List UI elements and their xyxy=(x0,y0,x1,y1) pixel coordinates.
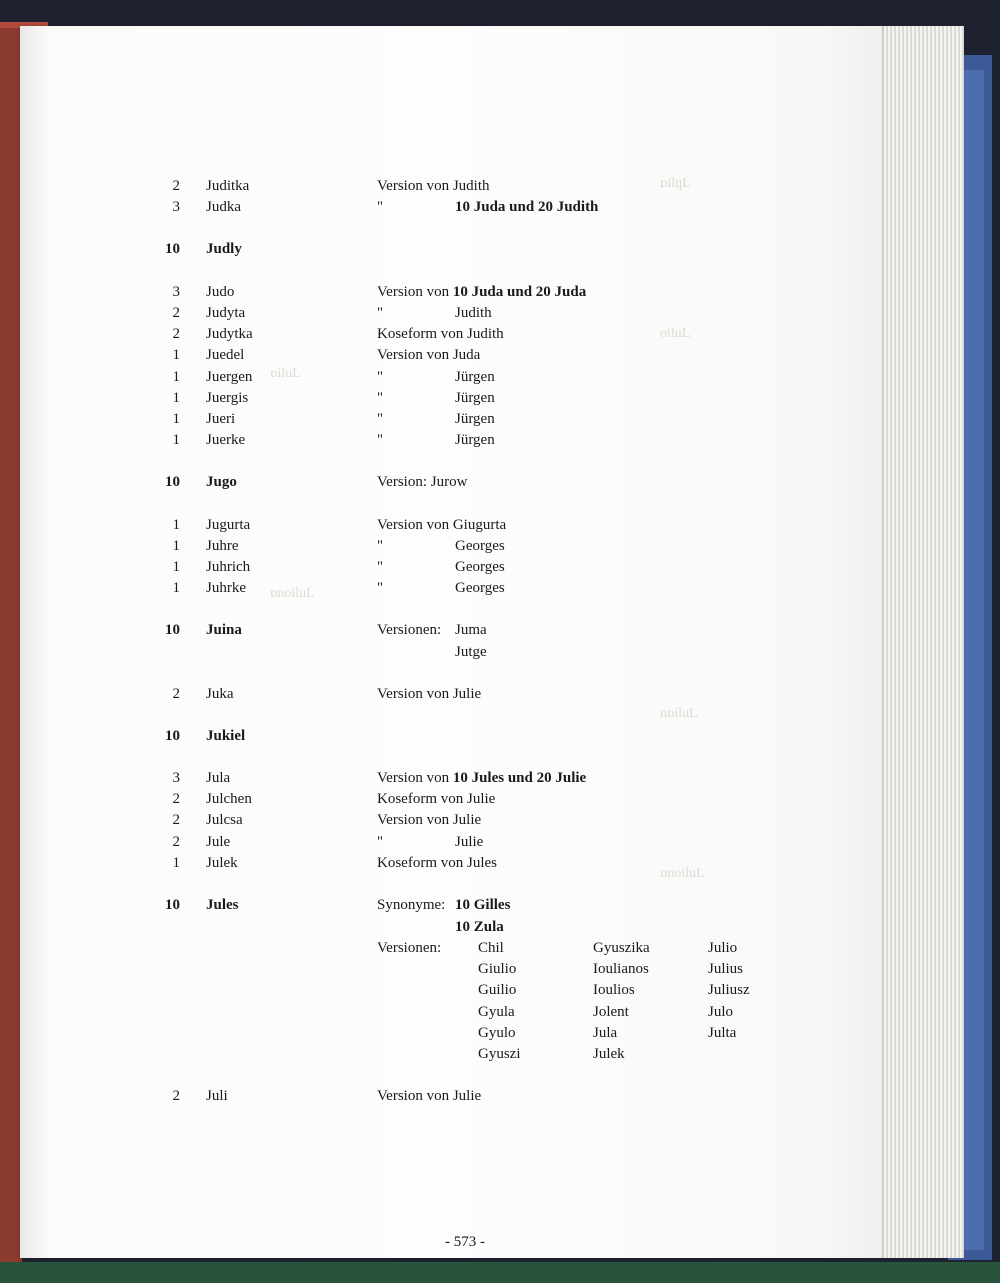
entry-reference: Jürgen xyxy=(455,411,495,427)
entry-name: Juhre xyxy=(206,538,239,554)
entry-row xyxy=(0,853,1000,874)
entry-name: Jueri xyxy=(206,411,236,427)
entry-name: Jula xyxy=(206,770,231,786)
entry-row xyxy=(0,536,1000,557)
version-name: Gyulo xyxy=(478,1025,516,1041)
entry-description: " xyxy=(377,305,384,321)
entry-name: Jule xyxy=(206,834,231,850)
version-name: Julio xyxy=(708,940,738,956)
entry-description: Version von Julie xyxy=(377,686,482,702)
entry-row xyxy=(0,832,1000,853)
entry-description: Version von Judith xyxy=(377,178,490,194)
entry-reference: Julie xyxy=(455,834,484,850)
entry-row xyxy=(0,324,1000,345)
entry-reference: 10 Zula xyxy=(455,919,504,935)
entry-name: Judo xyxy=(206,284,235,300)
show-through: ɒnoiluL xyxy=(660,866,705,881)
entry-count: 1 xyxy=(172,411,180,427)
entry-row xyxy=(0,789,1000,810)
entry-description: Version von 10 Juda und 20 Juda xyxy=(377,284,587,300)
entry-count: 2 xyxy=(172,178,180,194)
entry-reference: Jutge xyxy=(455,644,487,660)
entry-name: Jugurta xyxy=(206,517,251,533)
entry-description: " xyxy=(377,369,384,385)
entry-count: 2 xyxy=(172,812,180,828)
entry-row xyxy=(0,684,1000,705)
entry-description: " xyxy=(377,390,384,406)
entry-row xyxy=(0,345,1000,366)
entry-reference: Georges xyxy=(455,580,505,596)
entry-count: 10 xyxy=(165,474,180,490)
entry-count: 1 xyxy=(172,580,180,596)
entry-count: 1 xyxy=(172,559,180,575)
entry-description: Koseform von Jules xyxy=(377,855,497,871)
entry-description: " xyxy=(377,432,384,448)
entry-row xyxy=(0,303,1000,324)
version-name: Juliusz xyxy=(708,982,750,998)
entry-count: 3 xyxy=(172,770,180,786)
version-name: Ioulianos xyxy=(593,961,649,977)
entry-name: Julchen xyxy=(206,791,252,807)
entry-name: Juina xyxy=(206,622,242,638)
entry-row xyxy=(0,810,1000,831)
entry-row xyxy=(0,430,1000,451)
entry-description: Version von Julie xyxy=(377,1088,482,1104)
show-through: nɒiluL xyxy=(660,706,698,721)
entry-row xyxy=(0,409,1000,430)
entry-name: Juerke xyxy=(206,432,246,448)
entry-count: 10 xyxy=(165,728,180,744)
show-through: ɒnoiluL xyxy=(270,586,315,601)
entry-name: Juergis xyxy=(206,390,249,406)
entry-count: 1 xyxy=(172,855,180,871)
entry-count: 10 xyxy=(165,897,180,913)
entry-name: Judly xyxy=(206,241,242,257)
entry-row xyxy=(0,642,1000,663)
entry-row xyxy=(0,959,1000,980)
entry-count: 3 xyxy=(172,284,180,300)
version-name: Gyuszi xyxy=(478,1046,521,1062)
version-name: Julo xyxy=(708,1004,734,1020)
entry-row xyxy=(0,895,1000,916)
entry-count: 1 xyxy=(172,369,180,385)
entry-name: Judyta xyxy=(206,305,246,321)
entry-reference: Judith xyxy=(455,305,492,321)
entry-count: 1 xyxy=(172,538,180,554)
entry-count: 3 xyxy=(172,199,180,215)
version-name: Julta xyxy=(708,1025,737,1041)
entry-row xyxy=(0,557,1000,578)
entry-description: " xyxy=(377,411,384,427)
entry-count: 10 xyxy=(165,241,180,257)
entry-description: Version von Julie xyxy=(377,812,482,828)
entry-name: Juli xyxy=(206,1088,228,1104)
entry-name: Juergen xyxy=(206,369,253,385)
entry-row xyxy=(0,282,1000,303)
entry-name: Judytka xyxy=(206,326,253,342)
entry-name: Judka xyxy=(206,199,241,215)
entry-description: Koseform von Julie xyxy=(377,791,496,807)
entry-count: 1 xyxy=(172,347,180,363)
entry-name: Juka xyxy=(206,686,234,702)
entry-description: Synonyme: xyxy=(377,897,446,913)
entry-row xyxy=(0,980,1000,1001)
entry-description: Version von Juda xyxy=(377,347,481,363)
show-through: ɒiluL xyxy=(270,366,301,381)
version-name: Chil xyxy=(478,940,504,956)
entry-name: Jules xyxy=(206,897,239,913)
entry-name: Julek xyxy=(206,855,238,871)
entry-description: " xyxy=(377,559,384,575)
entry-reference: Jürgen xyxy=(455,390,495,406)
entry-description: " xyxy=(377,580,384,596)
entry-name: Juedel xyxy=(206,347,245,363)
version-name: Ioulios xyxy=(593,982,635,998)
entry-row xyxy=(0,578,1000,599)
entry-name: Juhrke xyxy=(206,580,246,596)
entry-row xyxy=(0,917,1000,938)
entry-reference: Jürgen xyxy=(455,369,495,385)
entry-count: 10 xyxy=(165,622,180,638)
entry-reference: Georges xyxy=(455,559,505,575)
entry-row xyxy=(0,1002,1000,1023)
entry-row xyxy=(0,1044,1000,1065)
version-name: Gyuszika xyxy=(593,940,650,956)
entry-count: 2 xyxy=(172,1088,180,1104)
entry-count: 1 xyxy=(172,517,180,533)
show-through: oiluL xyxy=(660,326,691,341)
entry-reference: Georges xyxy=(455,538,505,554)
entry-row xyxy=(0,197,1000,218)
entry-name: Jukiel xyxy=(206,728,246,744)
version-name: Julius xyxy=(708,961,744,977)
entry-count: 1 xyxy=(172,390,180,406)
entry-row xyxy=(0,388,1000,409)
entry-reference: 10 Juda und 20 Judith xyxy=(455,199,599,215)
show-through: ɒilɥL xyxy=(660,176,691,191)
entry-row xyxy=(0,938,1000,959)
entry-name: Julcsa xyxy=(206,812,243,828)
entry-name: Juhrich xyxy=(206,559,251,575)
entry-reference: Juma xyxy=(455,622,487,638)
version-name: Jula xyxy=(593,1025,618,1041)
entry-count: 2 xyxy=(172,305,180,321)
version-name: Guilio xyxy=(478,982,517,998)
table-surface xyxy=(0,1262,1000,1283)
version-name: Jolent xyxy=(593,1004,629,1020)
entry-reference: Jürgen xyxy=(455,432,495,448)
entry-description: Koseform von Judith xyxy=(377,326,504,342)
entry-count: 2 xyxy=(172,686,180,702)
entry-count: 2 xyxy=(172,834,180,850)
entry-count: 2 xyxy=(172,791,180,807)
version-name: Gyula xyxy=(478,1004,515,1020)
entry-description: " xyxy=(377,834,384,850)
entry-row xyxy=(0,768,1000,789)
entry-description: Versionen: xyxy=(377,622,442,638)
entry-row xyxy=(0,620,1000,641)
entry-row xyxy=(0,515,1000,536)
entry-description: " xyxy=(377,538,384,554)
entry-count: 2 xyxy=(172,326,180,342)
entry-row xyxy=(0,726,1000,747)
entry-row xyxy=(0,367,1000,388)
entry-description: Version von 10 Jules und 20 Julie xyxy=(377,770,587,786)
entry-description: Version: Jurow xyxy=(377,474,468,490)
entry-description: Versionen: xyxy=(377,940,442,956)
entry-row xyxy=(0,176,1000,197)
version-name: Giulio xyxy=(478,961,517,977)
entry-name: Jugo xyxy=(206,474,237,490)
version-name: Julek xyxy=(593,1046,625,1062)
page-number: - 573 - xyxy=(445,1234,485,1250)
entry-count: 1 xyxy=(172,432,180,448)
entry-row xyxy=(0,1023,1000,1044)
entry-row xyxy=(0,472,1000,493)
entry-name: Juditka xyxy=(206,178,250,194)
entry-reference: 10 Gilles xyxy=(455,897,511,913)
entry-row xyxy=(0,239,1000,260)
entry-description: Version von Giugurta xyxy=(377,517,507,533)
entry-row xyxy=(0,1086,1000,1107)
entry-description: " xyxy=(377,199,384,215)
